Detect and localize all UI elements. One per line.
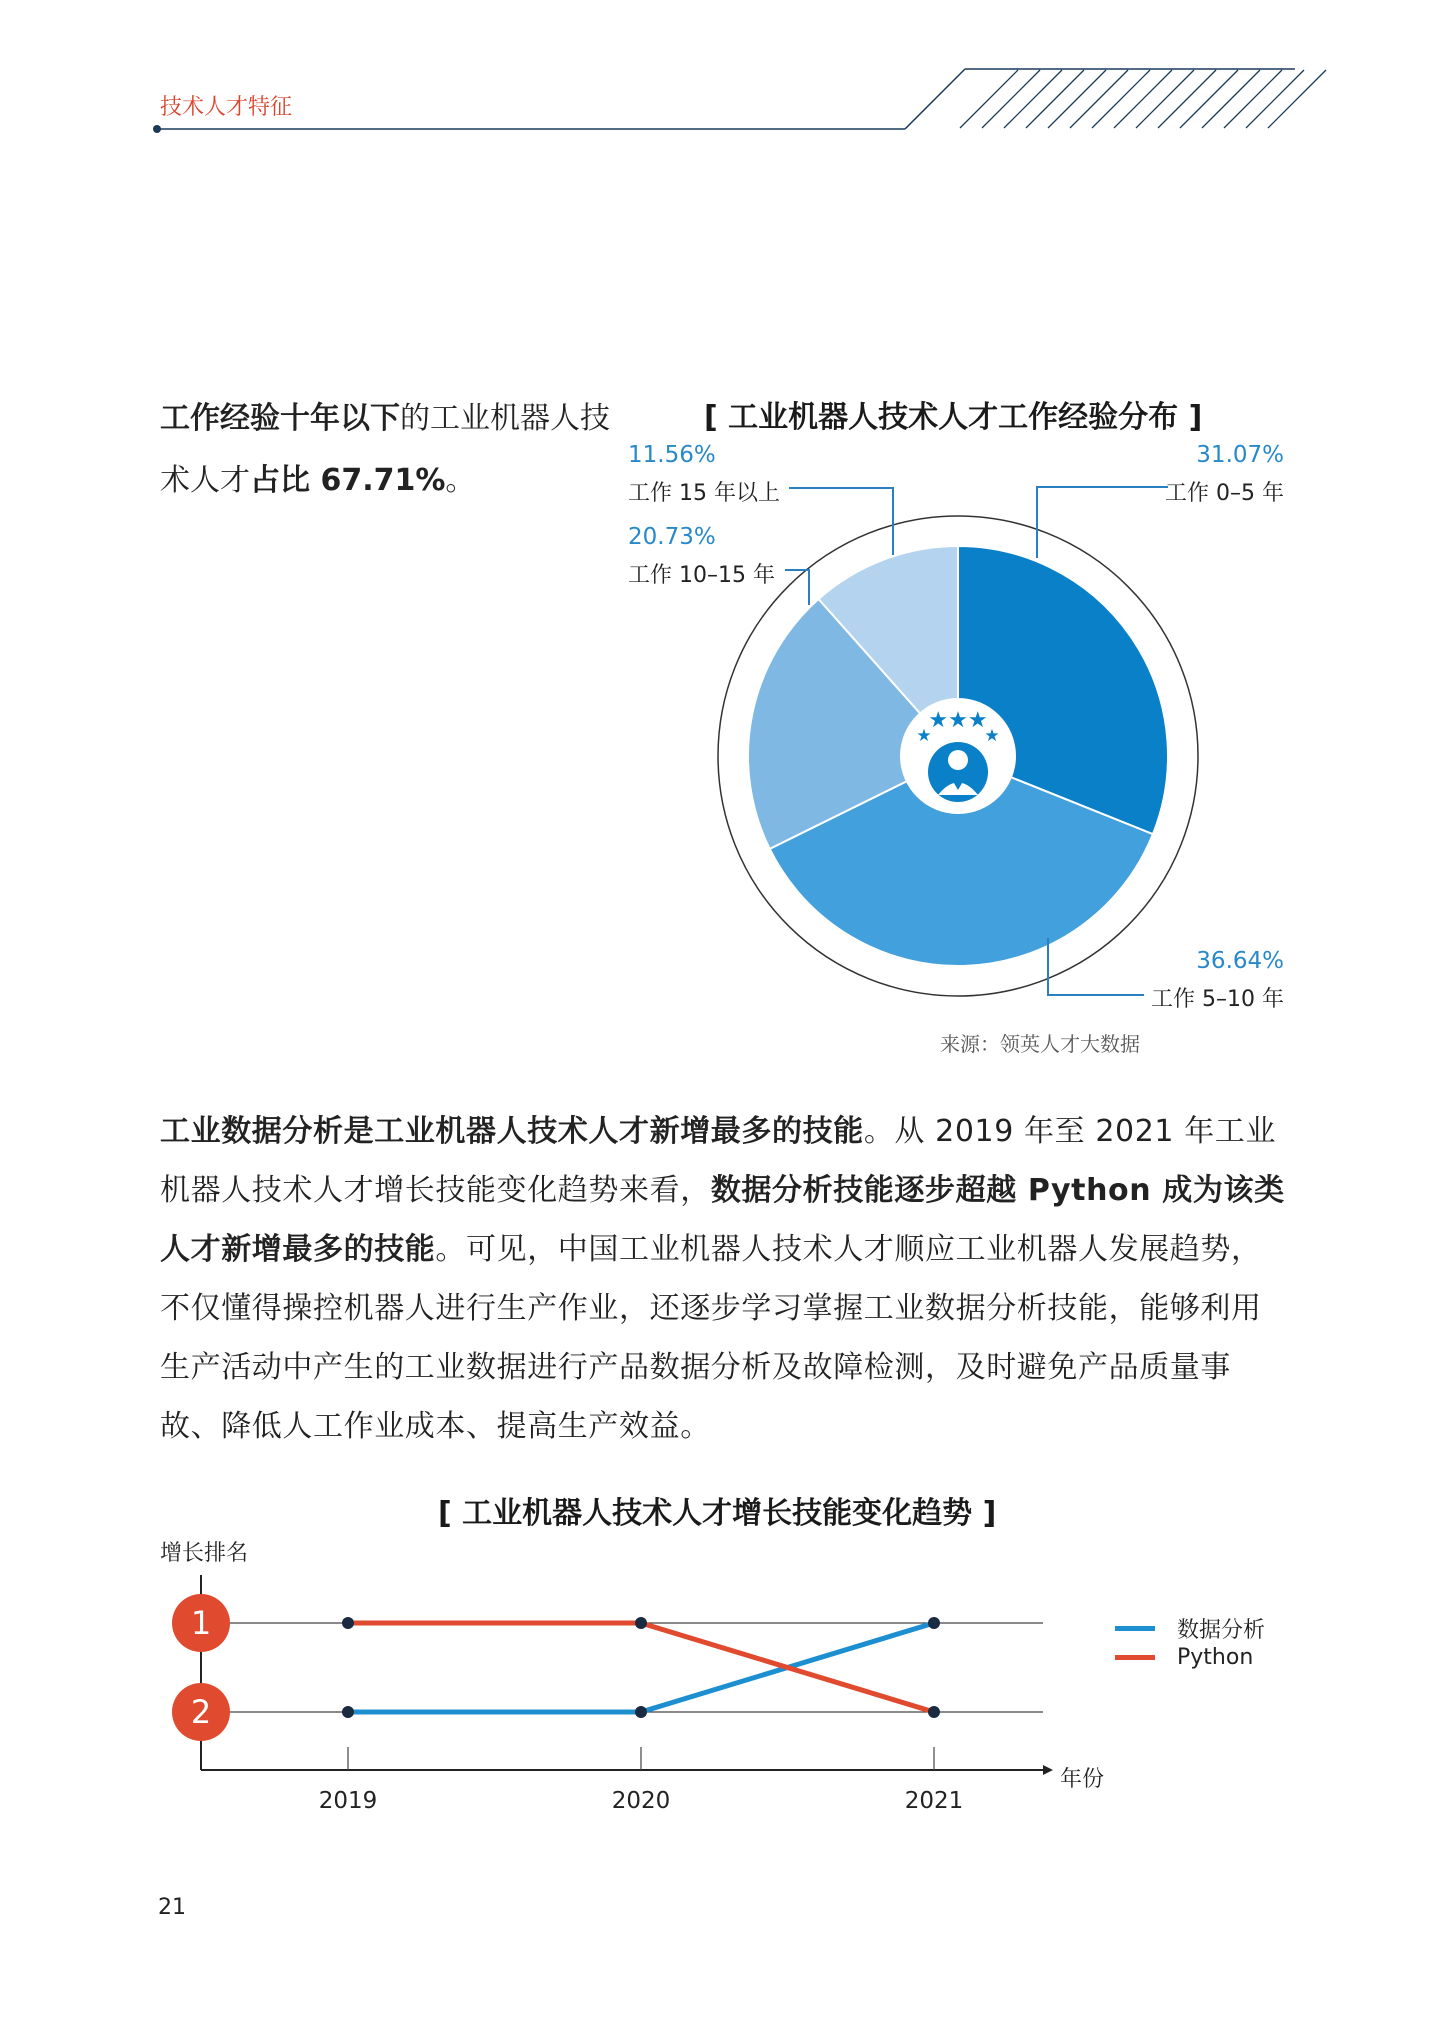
pct-10-15: 20.73% (628, 524, 716, 550)
series-point-1-2 (928, 1706, 940, 1718)
para-bold-1: 工业数据分析是工业机器人技术人才新增最多的技能 (160, 1114, 864, 1149)
legend-swatch-python (1115, 1655, 1155, 1660)
section-title: 技术人才特征 (160, 95, 293, 120)
series-line-1 (348, 1623, 934, 1712)
line-chart-title: [ 工业机器人技术人才增长技能变化趋势 ] (438, 1496, 997, 1531)
legend-data-analysis (1115, 1613, 1265, 1644)
x-tick-2020: 2020 (611, 1788, 671, 1814)
x-tick-2021: 2021 (904, 1788, 964, 1814)
page-number: 21 (158, 1895, 186, 1920)
series-line-0 (348, 1623, 934, 1712)
svg-text:★: ★ (916, 726, 932, 746)
intro-bold-1: 工作经验十年以下 (160, 401, 400, 436)
x-axis-arrow (1043, 1765, 1053, 1775)
series-point-0-0 (342, 1706, 354, 1718)
label-10-15: 工作 10–15 年 (628, 563, 775, 588)
x-tick-2019: 2019 (318, 1788, 378, 1814)
label-0-5: 工作 0–5 年 (1165, 481, 1284, 506)
legend-label-python: Python (1177, 1645, 1254, 1670)
pct-5-10: 36.64% (1196, 948, 1284, 974)
label-5-10: 工作 5–10 年 (1151, 987, 1284, 1012)
para-text-1: 。从 2019 年至 2021 年工业机器人技术人才增长技能变化趋势来看， (160, 1114, 1277, 1208)
rank-badge-label-1: 1 (190, 1604, 212, 1642)
x-axis-label: 年份 (1060, 1767, 1105, 1792)
pct-0-5: 31.07% (1196, 442, 1284, 468)
para-text-2: 。可见，中国工业机器人技术人才顺应工业机器人发展趋势，不仅懂得操控机器人进行生产作业，还逐步学习掌握工业数据分析技能，能够利用生产活动中产生的工业数据进行产品数据分析及故障检测，及时避免产品质量事故、降低人工作业成本、提高生产效益。 (160, 1232, 1262, 1444)
legend-swatch-data-analysis (1115, 1626, 1155, 1631)
rank-badge-label-2: 2 (190, 1693, 212, 1731)
pie-chart-title: [ 工业机器人技术人才工作经验分布 ] (704, 400, 1203, 435)
intro-text-1: 的工业机器人技术人才 (160, 401, 610, 498)
svg-text:★: ★ (984, 726, 1000, 746)
series-point-0-1 (635, 1706, 647, 1718)
pct-15-plus: 11.56% (628, 442, 716, 468)
para-bold-2: 数据分析技能逐步超越 Python 成为该类人才新增最多的技能 (160, 1173, 1285, 1267)
label-15-plus: 工作 15 年以上 (628, 481, 780, 506)
legend-label-data-analysis: 数据分析 (1177, 1618, 1266, 1643)
series-point-0-2 (928, 1617, 940, 1629)
series-point-1-0 (342, 1617, 354, 1629)
intro-bold-2: 占比 67.71% (250, 463, 446, 498)
intro-text-2: 。 (445, 463, 476, 498)
legend-python (1115, 1645, 1253, 1670)
pie-source: 来源：领英人才大数据 (940, 1032, 1140, 1056)
svg-text:★★★: ★★★ (928, 708, 988, 733)
series-point-1-1 (635, 1617, 647, 1629)
y-axis-label: 增长排名 (160, 1541, 249, 1566)
